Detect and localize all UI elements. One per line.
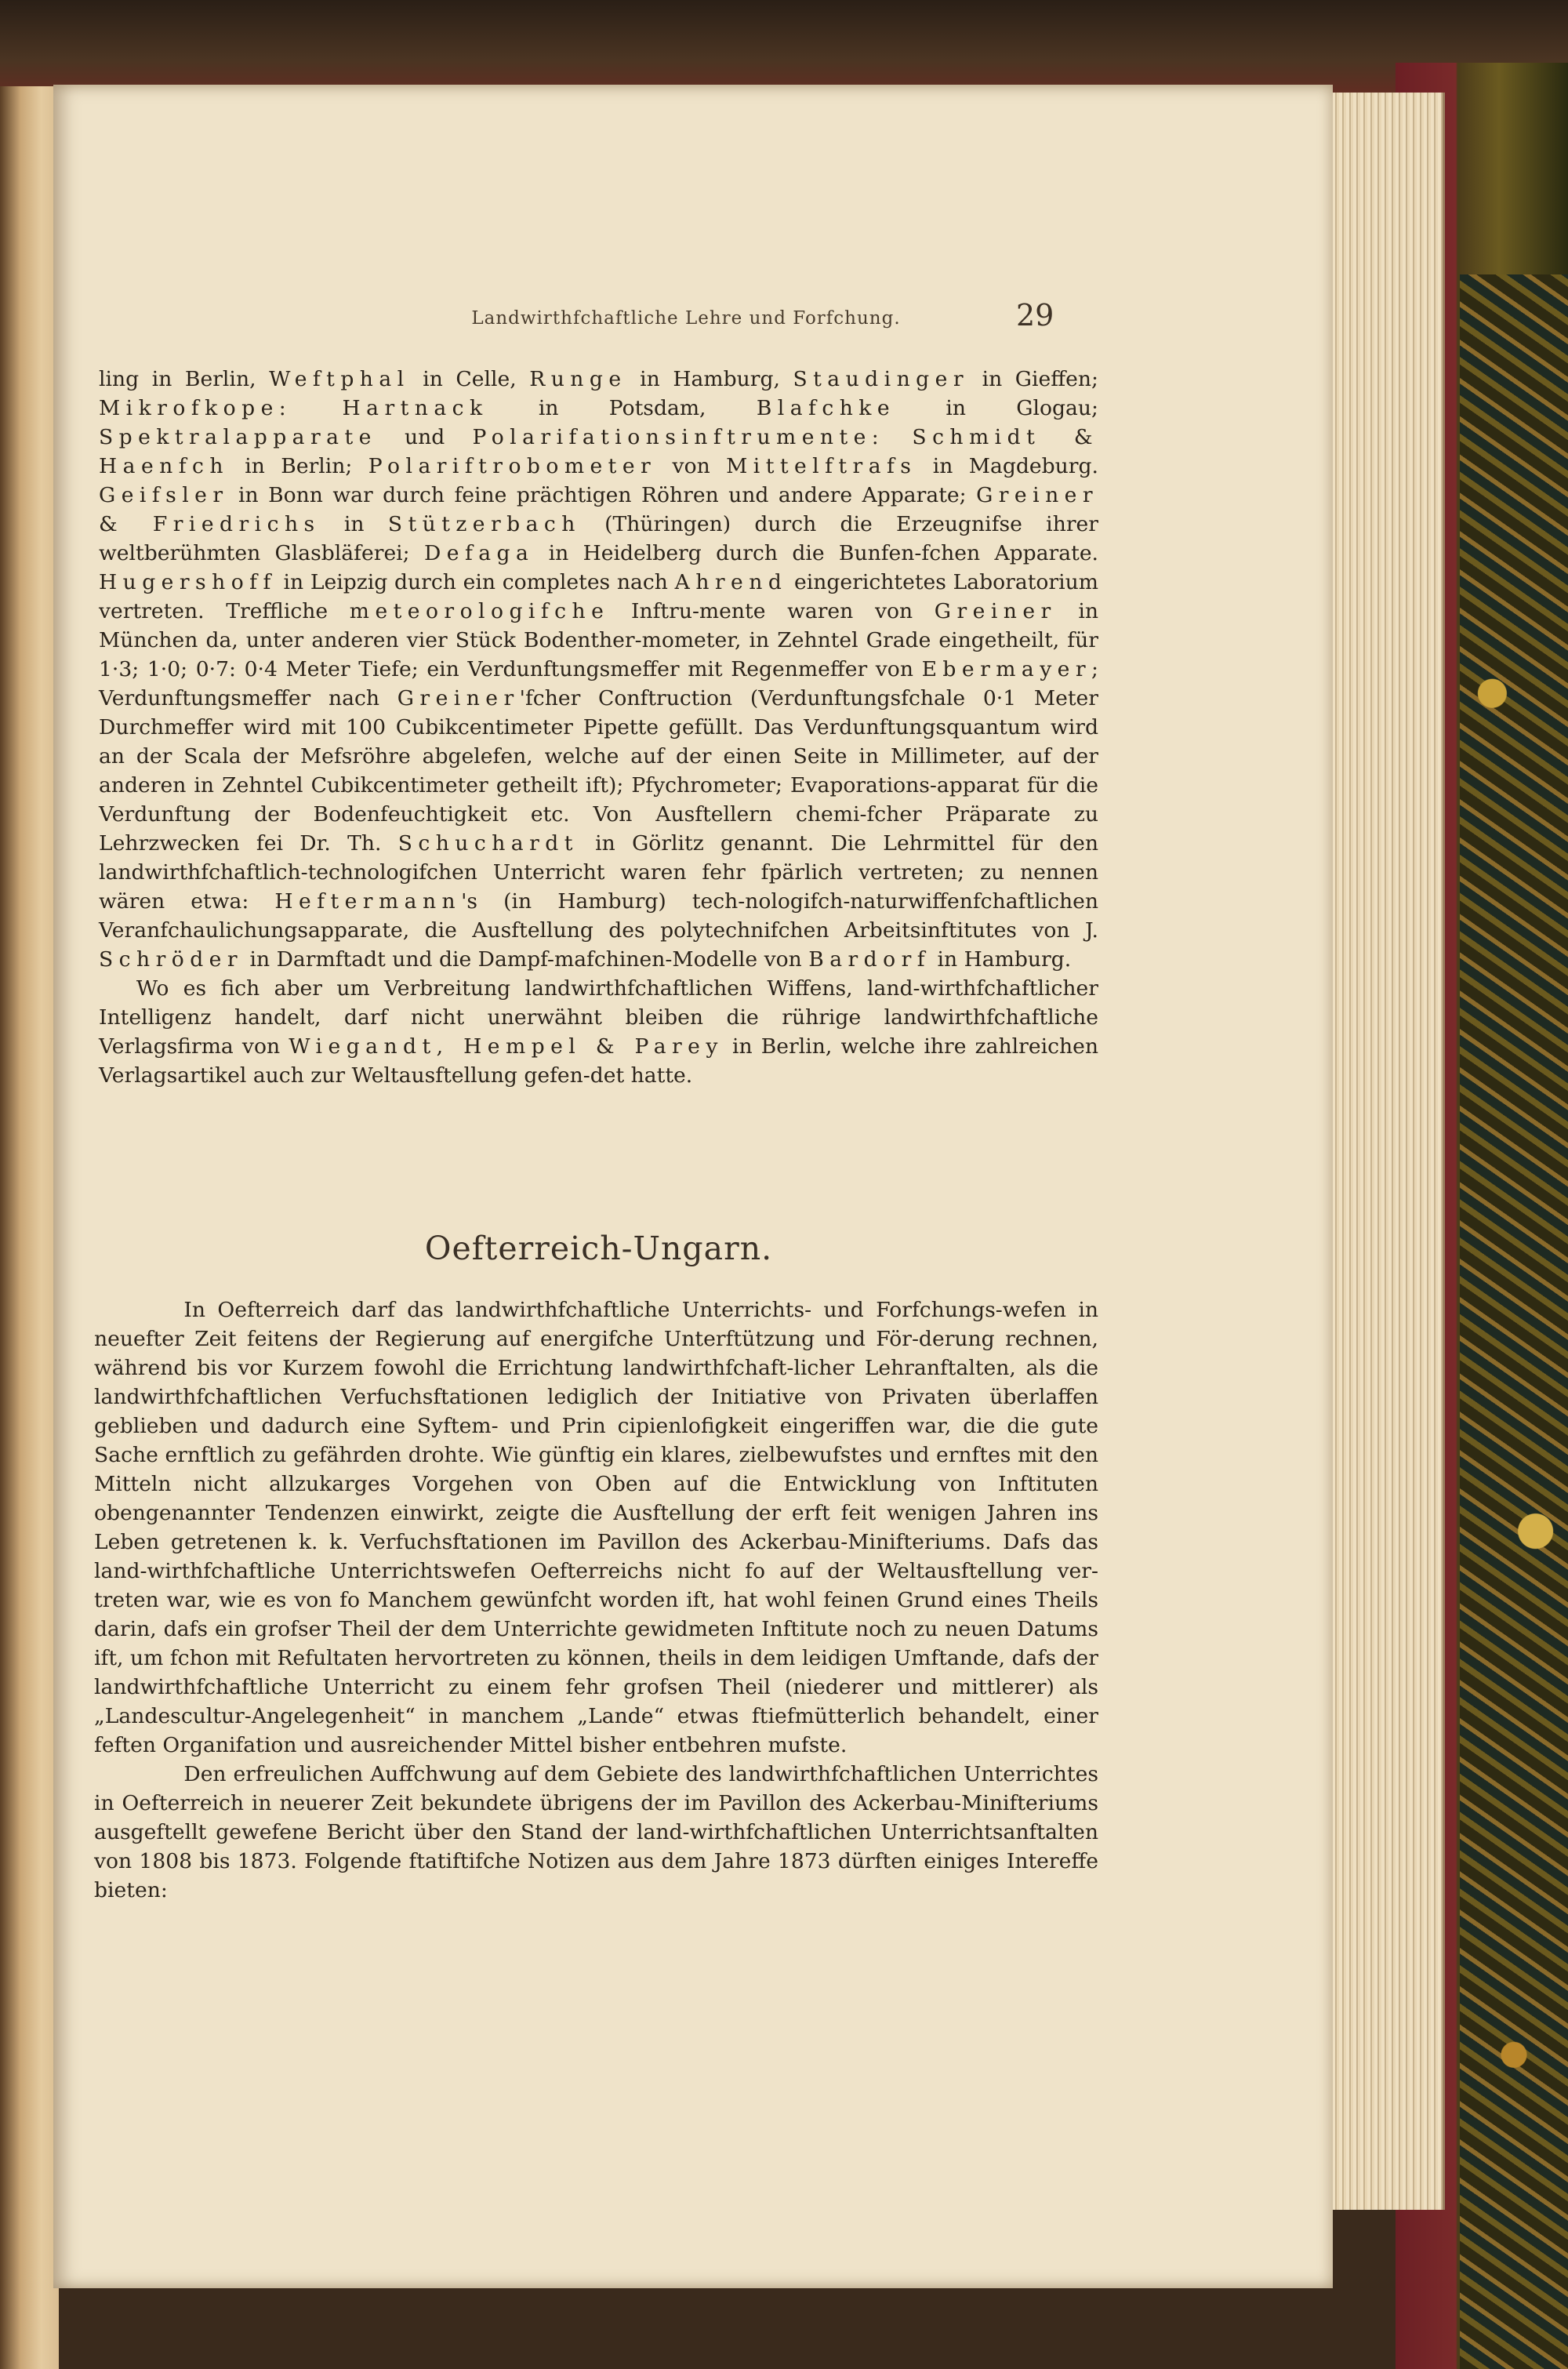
text-run: in Berlin, welche ihre zahlreichen Verlagsartikel auch zur Weltausftellung gefen-det hatte. <box>99 1034 1098 1088</box>
text-run: in Görlitz genannt. Die Lehrmittel für den landwirthfchaftlich-technologifchen Unterricht waren fehr fpärlich vertreten; zu nennen wären etwa: <box>99 831 1098 914</box>
text-run: und <box>376 425 473 449</box>
page-stack-edges <box>1325 93 1445 2210</box>
text-run: ; Verdunftungsmeffer nach <box>99 657 1098 710</box>
text-run: in Heidelberg durch die Bunfen-fchen Apparate. <box>534 541 1099 565</box>
text-run: (Thüringen) durch die Erzeugnifse ihrer weltberühmten Glasbläferei; <box>99 512 1098 565</box>
spaced-term: Spektralapparate <box>99 425 377 449</box>
spaced-name: Schuchardt <box>397 831 579 856</box>
spaced-name: Greiner & Friedrichs <box>99 483 1098 536</box>
text-run <box>884 425 912 449</box>
spaced-name: Ahrend <box>674 570 788 594</box>
section-paragraph-1: In Oefterreich darf das landwirthfchaftliche Unterrichts- und Forfchungs-wefen in neuefter Zeit feitens der Regierung auf energifche Unterftützung und För-derung rechnen, während bis vor Kurzem fowohl die Errichtung landwirthfchaft-licher Lehranftalten, als die landwirthfchaftlichen Verfuchsftationen lediglich der Initiative von Privaten überlaffen geblieben und dadurch eine Syftem- und Prin cipienlofigkeit eingeriffen war, die die gute Sache ernftlich zu gefährden drohte. Wie günftig ein klares, zielbewufstes und ernftes mit den Mitteln nicht allzukarges Vorgehen von Oben auf die Entwicklung von Inftituten obengenannter Tendenzen einwirkt, zeigte die Ausftellung der erft feit wenigen Jahren ins Leben getretenen k. k. Verfuchsftationen im Pavillon des Ackerbau-Minifteriums. Dafs das land-wirthfchaftliche Unterrichtswefen Oefterreichs nicht fo auf der Weltausftellung ver-treten war, wie es von fo Manchem gewünfcht worden ift, hat wohl feinen Grund eines Theils darin, dafs ein grofser Theil der dem Unterrichte gewidmeten Inftitute noch zu neuen Datums ift, um fchon mit Refultaten hervortreten zu können, theils in dem leidigen Umftande, dafs der landwirthfchaftliche Unterricht zu einem fehr grofsen Theil (niederer und mittlerer) als „Landescultur-Angelegenheit“ in manchem „Lande“ etwas ftiefmütterlich behandelt, einer feften Organifation und ausreichender Mittel bisher entbehren mufste. <box>94 1298 1098 1757</box>
facing-page-edge <box>0 86 59 2369</box>
spaced-name: Blafchke <box>756 396 896 420</box>
page-number: 29 <box>1016 298 1054 332</box>
text-run: 'fcher Conftruction (Verdunftungsfchale 0·1 Meter Durchmeffer wird mit 100 Cubikcentimeter Pipette gefüllt. Das Verdunftungsquantum wird an der Scala der Mefsröhre abgelefen, welche auf der einen Seite in Millimeter, auf der anderen in Zehntel Cubikcentimeter getheilt ift); Pfychrometer; Evaporations-apparat für die Verdunftung der Bodenfeuchtigkeit etc. Von Ausftellern chemi-fcher Präparate zu Lehrzwecken fei Dr. Th. <box>99 686 1098 856</box>
text-run: in <box>320 512 388 536</box>
spaced-term: Mikrofkope: <box>99 396 292 420</box>
spaced-name: Stützerbach <box>387 512 581 536</box>
spaced-name: Hugershoff <box>99 570 277 594</box>
spaced-name: Hartnack <box>342 396 488 420</box>
text-run: von <box>656 454 727 478</box>
text-run: in Hamburg. <box>931 947 1072 972</box>
spaced-name: Bardorf <box>808 947 931 972</box>
main-text <box>99 365 1098 1090</box>
spaced-name: Mittelftrafs <box>726 454 917 478</box>
spaced-name: Weftphal <box>269 367 410 391</box>
spaced-name: Heftermann <box>274 889 462 914</box>
paragraph-continuation <box>99 365 1098 974</box>
text-run: in München da, unter anderen vier Stück Bodenther-mometer, in Zehntel Grade eingetheilt, für 1·3; 1·0; 0·7: 0·4 Meter Tiefe; ein Verdunftungsmeffer mit Regenmeffer von <box>99 599 1098 681</box>
section-heading: Oefterreich-Ungarn. <box>424 1230 773 1267</box>
text-run: Wo es fich aber um Verbreitung landwirthfchaftlichen Wiffens, land-wirthfchaftlicher Intelligenz handelt, darf nicht unerwähnt bleiben die rührige landwirthfchaftliche Verlagsfirma von <box>99 976 1098 1059</box>
spaced-term: meteorologifche <box>349 599 610 623</box>
spaced-term: Polarifationsinftrumente: <box>472 425 885 449</box>
text-run: in Glogau; <box>895 396 1098 420</box>
text-run: ling in Berlin, <box>99 367 270 391</box>
spaced-name: Schmidt & Haenfch <box>99 425 1098 478</box>
spaced-name: Ebermayer <box>921 657 1092 681</box>
section-text <box>94 1295 1098 1905</box>
spaced-name: Geifsler <box>99 483 229 507</box>
text-run: in Darmftadt und die Dampf-mafchinen-Modelle von <box>243 947 809 972</box>
spaced-name: Runge <box>529 367 627 391</box>
text-run: in Leipzig durch ein completes nach <box>276 570 675 594</box>
spaced-name: Greiner <box>397 686 520 710</box>
text-run: in Berlin; <box>228 454 368 478</box>
text-run: in Celle, <box>409 367 530 391</box>
spaced-name: Staudinger <box>793 367 969 391</box>
text-run: in Bonn war durch feine prächtigen Röhren und andere Apparate; <box>228 483 977 507</box>
paragraph-publisher <box>99 974 1098 1090</box>
marbled-edge <box>1460 274 1568 2369</box>
text-run: in Potsdam, <box>488 396 757 420</box>
text-run: in Gieffen; <box>969 367 1098 391</box>
spaced-name: Schröder <box>99 947 244 972</box>
spaced-name: Defaga <box>423 541 535 565</box>
running-header: Landwirthfchaftliche Lehre und Forfchung. <box>471 308 901 329</box>
spaced-name: Greiner <box>934 599 1057 623</box>
text-run: Inftru-mente waren von <box>609 599 935 623</box>
text-run: in Magdeburg. <box>916 454 1098 478</box>
text-run <box>292 396 342 420</box>
text-run: 's (in Hamburg) tech-nologifch-naturwiffenfchaftlichen Veranfchaulichungsapparate, die Ausftellung des polytechnifchen Arbeitsinftitutes von J. <box>99 889 1098 943</box>
section-paragraph-2: Den erfreulichen Auffchwung auf dem Gebiete des landwirthfchaftlichen Unterrichtes in Oefterreich in neuerer Zeit bekundete übrigens der im Pavillon des Ackerbau-Minifteriums ausgeftellt gewefene Bericht über den Stand der land-wirthfchaftlichen Unterrichtsanftalten von 1808 bis 1873. Folgende ftatiftifche Notizen aus dem Jahre 1873 dürften einiges Intereffe bieten: <box>94 1762 1098 1902</box>
spaced-term: Polariftrobometer <box>368 454 657 478</box>
text-run: eingerichtetes Laboratorium vertreten. Treffliche <box>99 570 1098 623</box>
spaced-name: Wiegandt, Hempel & Parey <box>289 1034 724 1059</box>
text-run: in Hamburg, <box>626 367 793 391</box>
